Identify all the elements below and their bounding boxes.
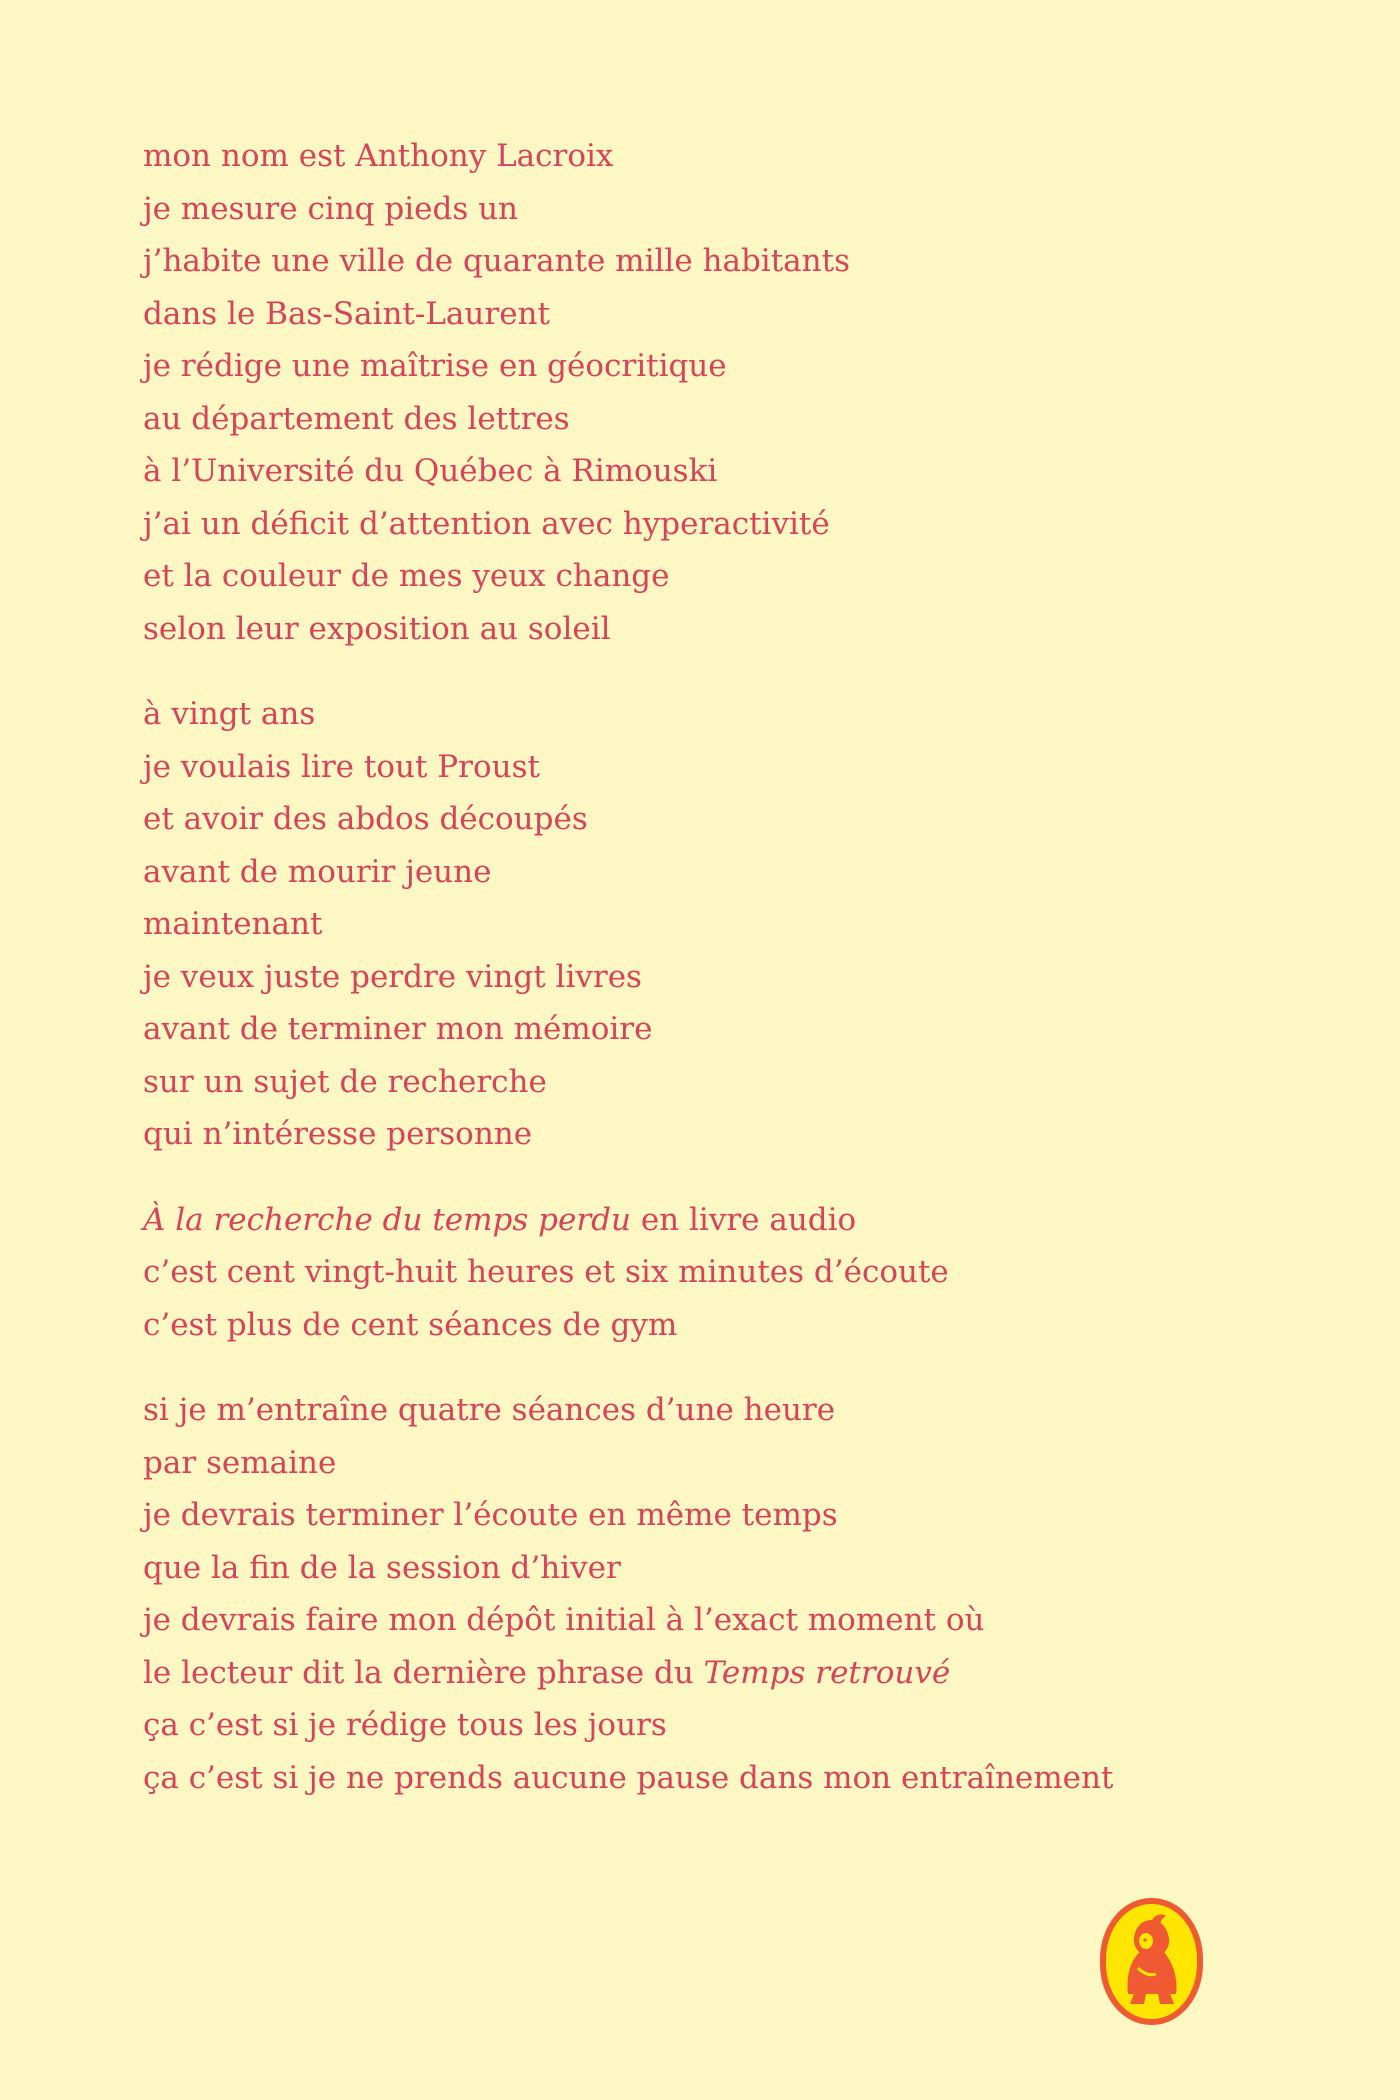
poem-line: maintenant [143,906,323,942]
poem-line: dans le Bas-Saint-Laurent [143,295,550,332]
poem-line: à l’Université du Québec à Rimouski [143,453,718,489]
poem-line: avant de terminer mon mémoire [143,1011,653,1047]
stanza-1 [143,130,1293,655]
poem-line: c’est plus de cent séances de gym [143,1306,678,1343]
poem-line: c’est cent vingt-huit heures et six minutes d’écoute [143,1254,949,1290]
poem [143,130,1293,1837]
poem-line: j’habite une ville de quarante mille habitants [143,243,850,279]
book-title-italic: À la recherche du temps perdu [143,1201,631,1238]
poem-line: que la fin de la session d’hiver [143,1549,621,1586]
poem-line: je mesure cinq pieds un [143,190,519,227]
poem-line: je devrais terminer l’écoute en même temps [143,1497,838,1533]
poem-line: qui n’intéresse personne [143,1116,533,1152]
poem-line: ça c’est si je ne prends aucune pause dans mon entraînement [143,1759,1114,1796]
poem-line: je devrais faire mon dépôt initial à l’exact moment où [143,1602,985,1638]
poem-line: par semaine [143,1444,337,1481]
stanza-3 [143,1194,1293,1352]
book-title-italic: Temps retrouvé [703,1654,951,1691]
poem-line: j’ai un déficit d’attention avec hyperactivité [143,505,830,542]
poem-line: à vingt ans [143,696,316,732]
poem-line: selon leur exposition au soleil [143,610,611,647]
poem-line: je rédige une maîtrise en géocritique [143,348,727,384]
poem-line: ça c’est si je rédige tous les jours [143,1707,667,1743]
poem-line: sur un sujet de recherche [143,1063,547,1100]
poem-line: au département des lettres [143,400,570,437]
stanza-4 [143,1384,1293,1804]
poem-line: je veux juste perdre vingt livres [143,958,642,995]
poem-line: et avoir des abdos découpés [143,801,588,837]
poem-line: mon nom est Anthony Lacroix [143,138,614,174]
poem-line-rest: en livre audio [630,1201,857,1238]
poem-line: et la couleur de mes yeux change [143,558,670,594]
stanza-2 [143,688,1293,1161]
poem-line [143,1194,1293,1247]
poem-line [143,1647,1293,1700]
poem-line-start: le lecteur dit la dernière phrase du [143,1654,704,1691]
hooded-figure-icon [1100,1898,1203,2025]
publisher-logo [1100,1898,1203,2025]
poem-line: je voulais lire tout Proust [143,748,540,785]
poem-line: si je m’entraîne quatre séances d’une heure [143,1392,836,1428]
poem-line: avant de mourir jeune [143,853,492,890]
